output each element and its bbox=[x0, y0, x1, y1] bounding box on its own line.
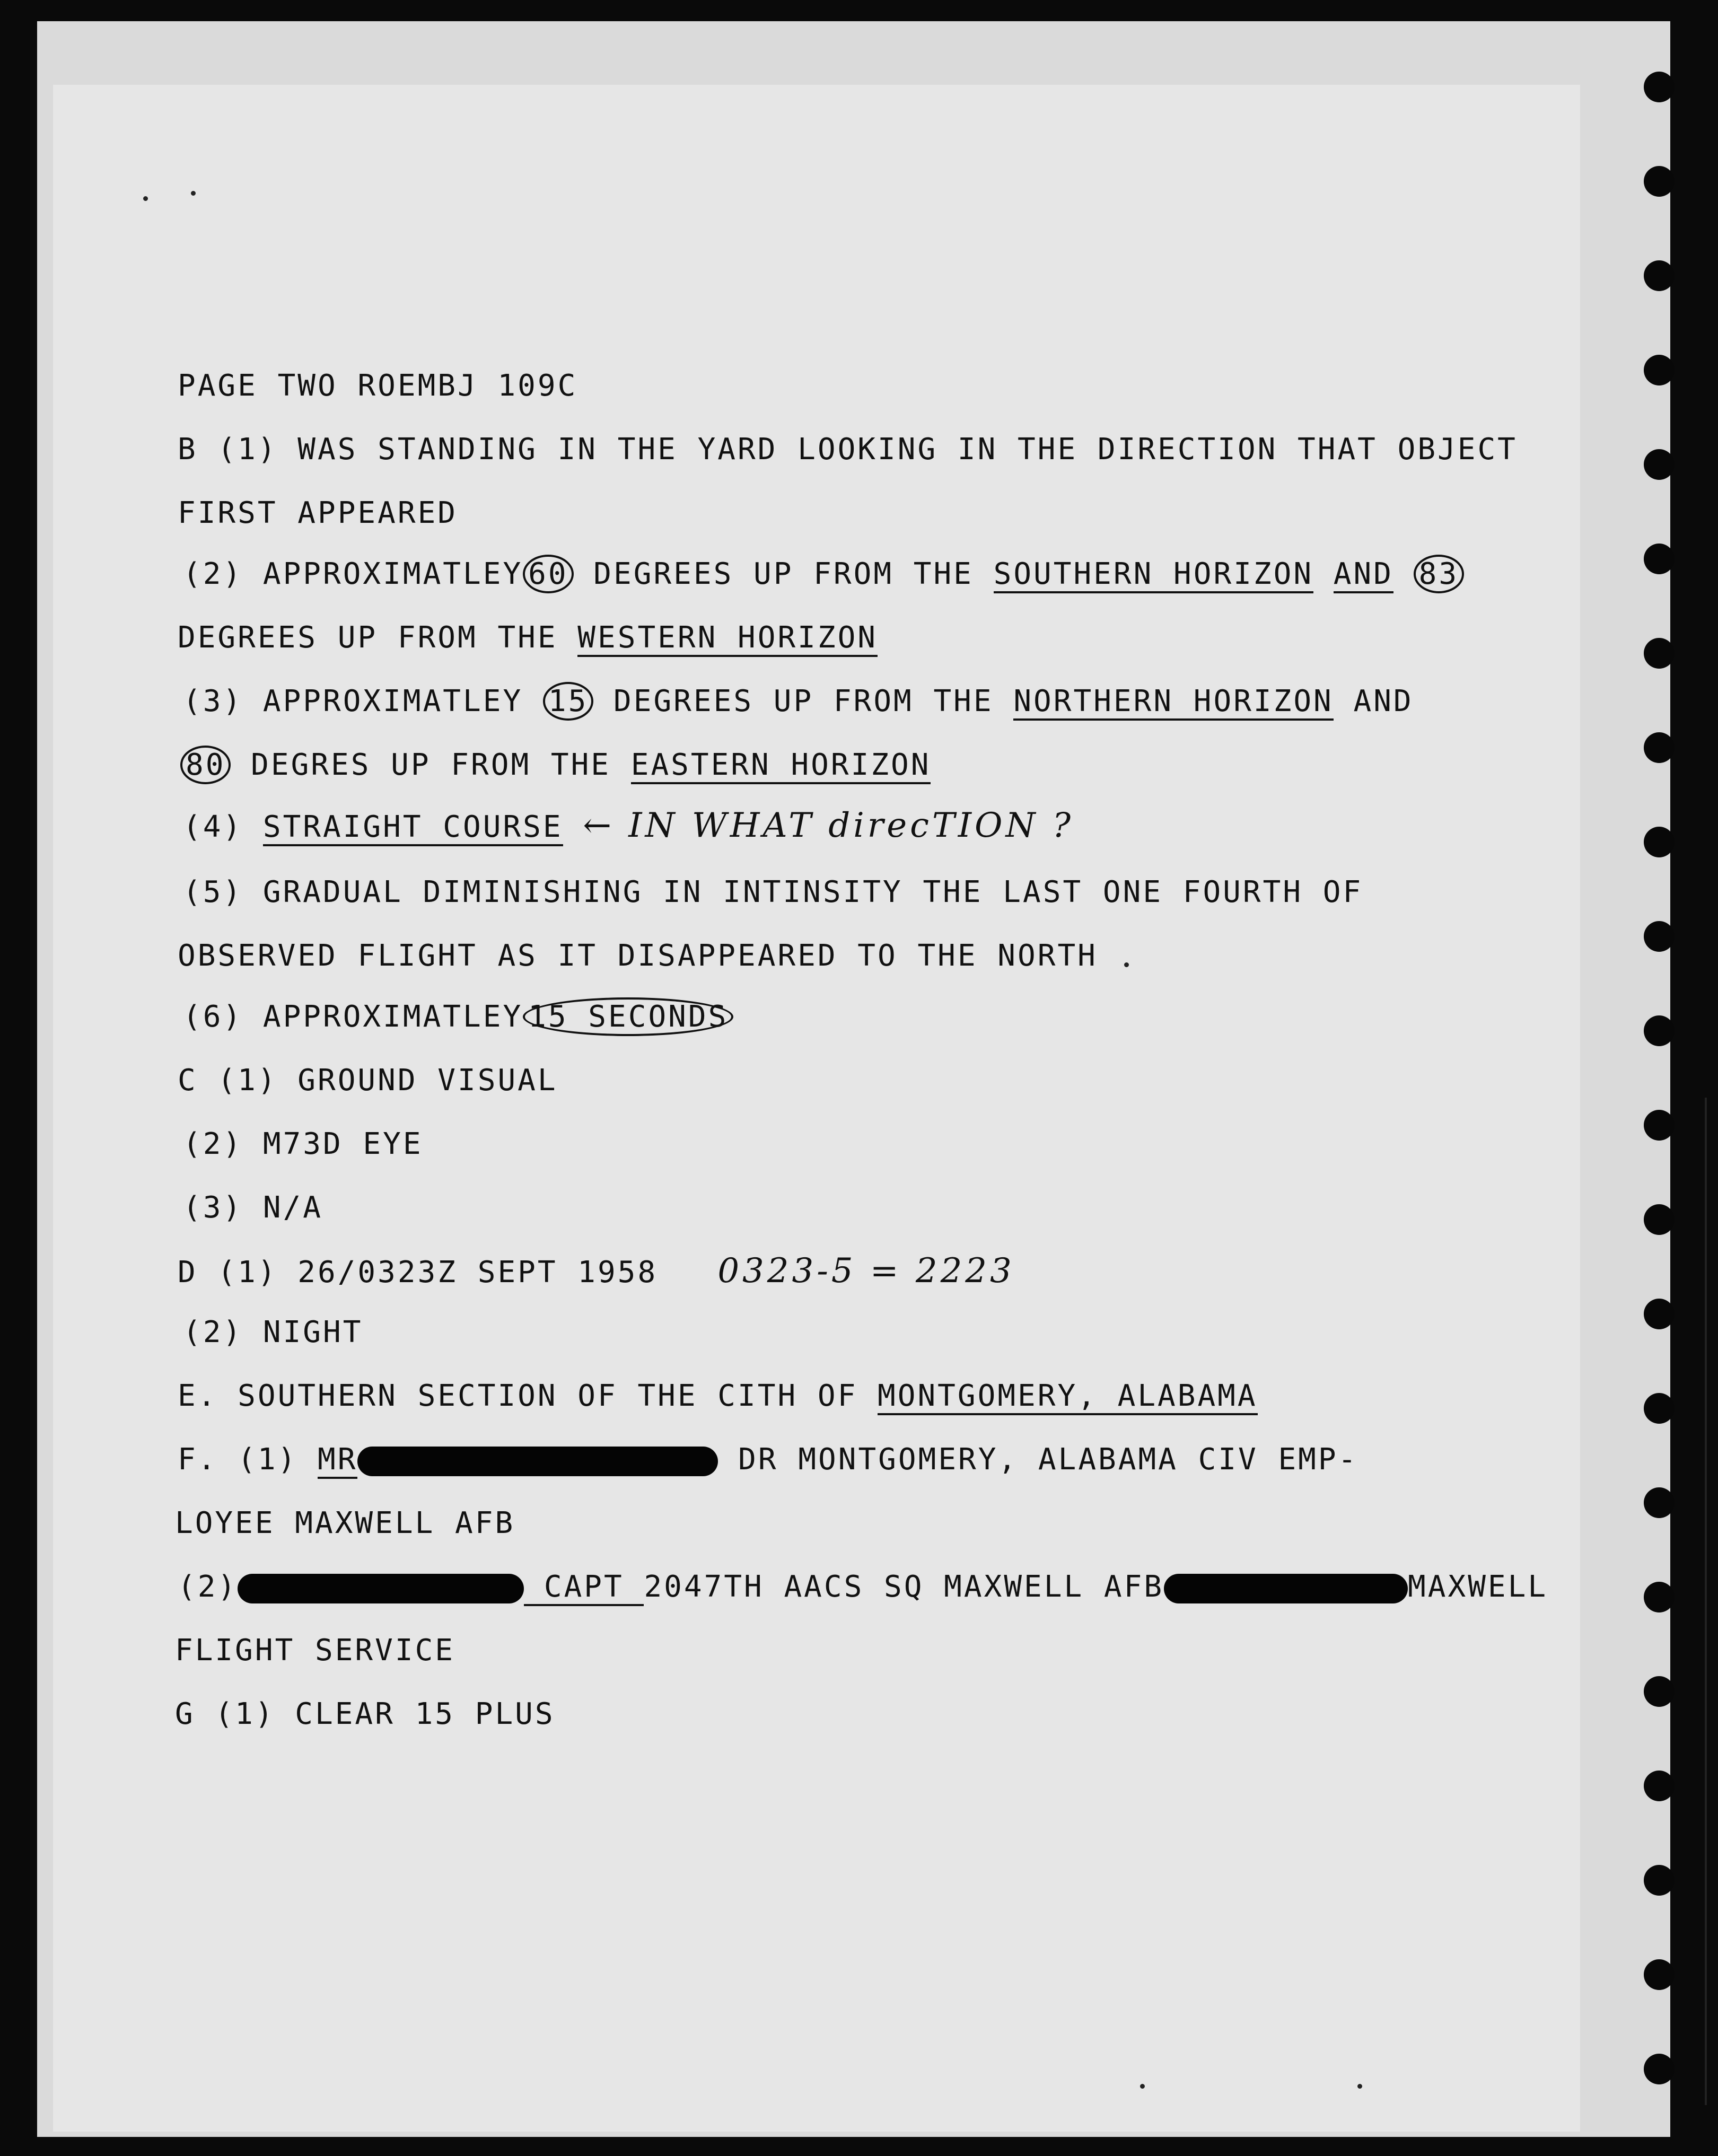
underlined-text: MR bbox=[318, 1442, 357, 1479]
line-b6: (6) APPROXIMATLEY 15 SECONDS bbox=[183, 1000, 733, 1034]
line-e: E. SOUTHERN SECTION OF THE CITH OF MONTGOMERY, ALABAMA bbox=[178, 1379, 1258, 1413]
tractor-feed-hole bbox=[1644, 1771, 1675, 1801]
line-d2: (2) NIGHT bbox=[183, 1315, 363, 1349]
redaction-bar bbox=[238, 1574, 524, 1603]
speck bbox=[143, 196, 148, 201]
tractor-feed-hole bbox=[1644, 1110, 1675, 1141]
line-d1: D (1) 26/0323Z SEPT 1958 0323-5 = 2223 bbox=[178, 1251, 1015, 1291]
underlined-text: CAPT bbox=[524, 1570, 644, 1606]
tractor-feed-hole bbox=[1644, 1204, 1675, 1235]
underlined-text: SOUTHERN HORIZON bbox=[994, 557, 1313, 593]
tractor-feed-hole bbox=[1644, 1299, 1675, 1329]
line-b1-cont: FIRST APPEARED bbox=[178, 496, 458, 530]
underlined-text: AND bbox=[1334, 557, 1393, 593]
line-c2: (2) M73D EYE bbox=[183, 1127, 423, 1161]
underlined-text: WESTERN HORIZON bbox=[577, 620, 878, 657]
line-c1: C (1) GROUND VISUAL bbox=[178, 1063, 558, 1098]
speck bbox=[191, 191, 196, 196]
line-g1: G (1) CLEAR 15 PLUS bbox=[175, 1697, 555, 1731]
speck bbox=[1357, 2084, 1362, 2089]
tractor-feed-hole bbox=[1644, 921, 1675, 952]
tractor-feed-hole bbox=[1644, 1487, 1675, 1518]
tractor-feed-hole bbox=[1644, 1582, 1675, 1612]
line-b1: B (1) WAS STANDING IN THE YARD LOOKING IN THE DIRECTION THAT OBJECT bbox=[178, 432, 1518, 467]
redaction-bar bbox=[1164, 1574, 1408, 1603]
line-b3: (3) APPROXIMATLEY 15 DEGREES UP FROM THE NORTHERN HORIZON AND bbox=[183, 684, 1414, 718]
page-header: PAGE TWO ROEMBJ 109C bbox=[178, 369, 578, 403]
tractor-feed-hole bbox=[1644, 166, 1675, 197]
tractor-feed-hole bbox=[1644, 72, 1675, 102]
tractor-feed-hole bbox=[1644, 638, 1675, 669]
speck bbox=[1140, 2084, 1145, 2089]
tractor-feed-hole bbox=[1644, 355, 1675, 385]
line-b3-cont: 80 DEGRES UP FROM THE EASTERN HORIZON bbox=[180, 748, 931, 782]
tractor-feed-hole bbox=[1644, 827, 1675, 857]
line-f1-cont: LOYEE MAXWELL AFB bbox=[175, 1506, 515, 1540]
tractor-feed-hole bbox=[1644, 449, 1675, 480]
speck bbox=[1124, 962, 1129, 967]
tractor-feed-hole bbox=[1644, 1015, 1675, 1046]
line-b2: (2) APPROXIMATLEY 60 DEGREES UP FROM THE SOUTHERN HORIZON AND 83 bbox=[183, 557, 1464, 591]
underlined-text: MONTGOMERY, ALABAMA bbox=[878, 1379, 1258, 1415]
tractor-feed-hole bbox=[1644, 260, 1675, 291]
circled-number: 83 bbox=[1414, 555, 1464, 593]
underlined-text: NORTHERN HORIZON bbox=[1013, 684, 1333, 721]
circled-number: 60 bbox=[523, 555, 573, 593]
handwritten-note: ← IN WHAT direcTION ? bbox=[583, 806, 1074, 845]
line-b5-cont: OBSERVED FLIGHT AS IT DISAPPEARED TO THE NORTH bbox=[178, 939, 1098, 973]
tractor-feed-hole bbox=[1644, 1676, 1675, 1707]
circled-number: 80 bbox=[180, 746, 231, 784]
tractor-feed-hole bbox=[1644, 2054, 1675, 2084]
line-b5: (5) GRADUAL DIMINISHING IN INTINSITY THE LAST ONE FOURTH OF bbox=[183, 875, 1363, 909]
redaction-bar bbox=[357, 1447, 718, 1476]
line-c3: (3) N/A bbox=[183, 1190, 323, 1225]
circled-number: 15 bbox=[543, 682, 593, 721]
line-b4: (4) STRAIGHT COURSE ← IN WHAT direcTION ? bbox=[183, 806, 1074, 845]
underlined-text: EASTERN HORIZON bbox=[631, 748, 931, 784]
line-b2-cont: DEGREES UP FROM THE WESTERN HORIZON bbox=[178, 620, 878, 655]
line-f1: F. (1) MR DR MONTGOMERY, ALABAMA CIV EMP- bbox=[178, 1442, 1358, 1477]
circled-text: 15 SECONDS bbox=[523, 997, 733, 1036]
tractor-feed-hole bbox=[1644, 544, 1675, 574]
underlined-text: STRAIGHT COURSE bbox=[263, 810, 563, 846]
tractor-feed-hole bbox=[1644, 1393, 1675, 1424]
fold-edge bbox=[1705, 1098, 1712, 2105]
line-f2-cont: FLIGHT SERVICE bbox=[175, 1633, 455, 1668]
paper-sheet bbox=[37, 21, 1670, 2137]
tractor-feed-hole bbox=[1644, 1959, 1675, 1990]
tractor-feed-hole bbox=[1644, 732, 1675, 763]
page-body bbox=[53, 85, 1580, 2132]
line-f2: (2) CAPT 2047TH AACS SQ MAXWELL AFB MAXWELL bbox=[178, 1570, 1548, 1604]
tractor-feed-hole bbox=[1644, 1865, 1675, 1896]
handwritten-note: 0323-5 = 2223 bbox=[717, 1251, 1015, 1291]
